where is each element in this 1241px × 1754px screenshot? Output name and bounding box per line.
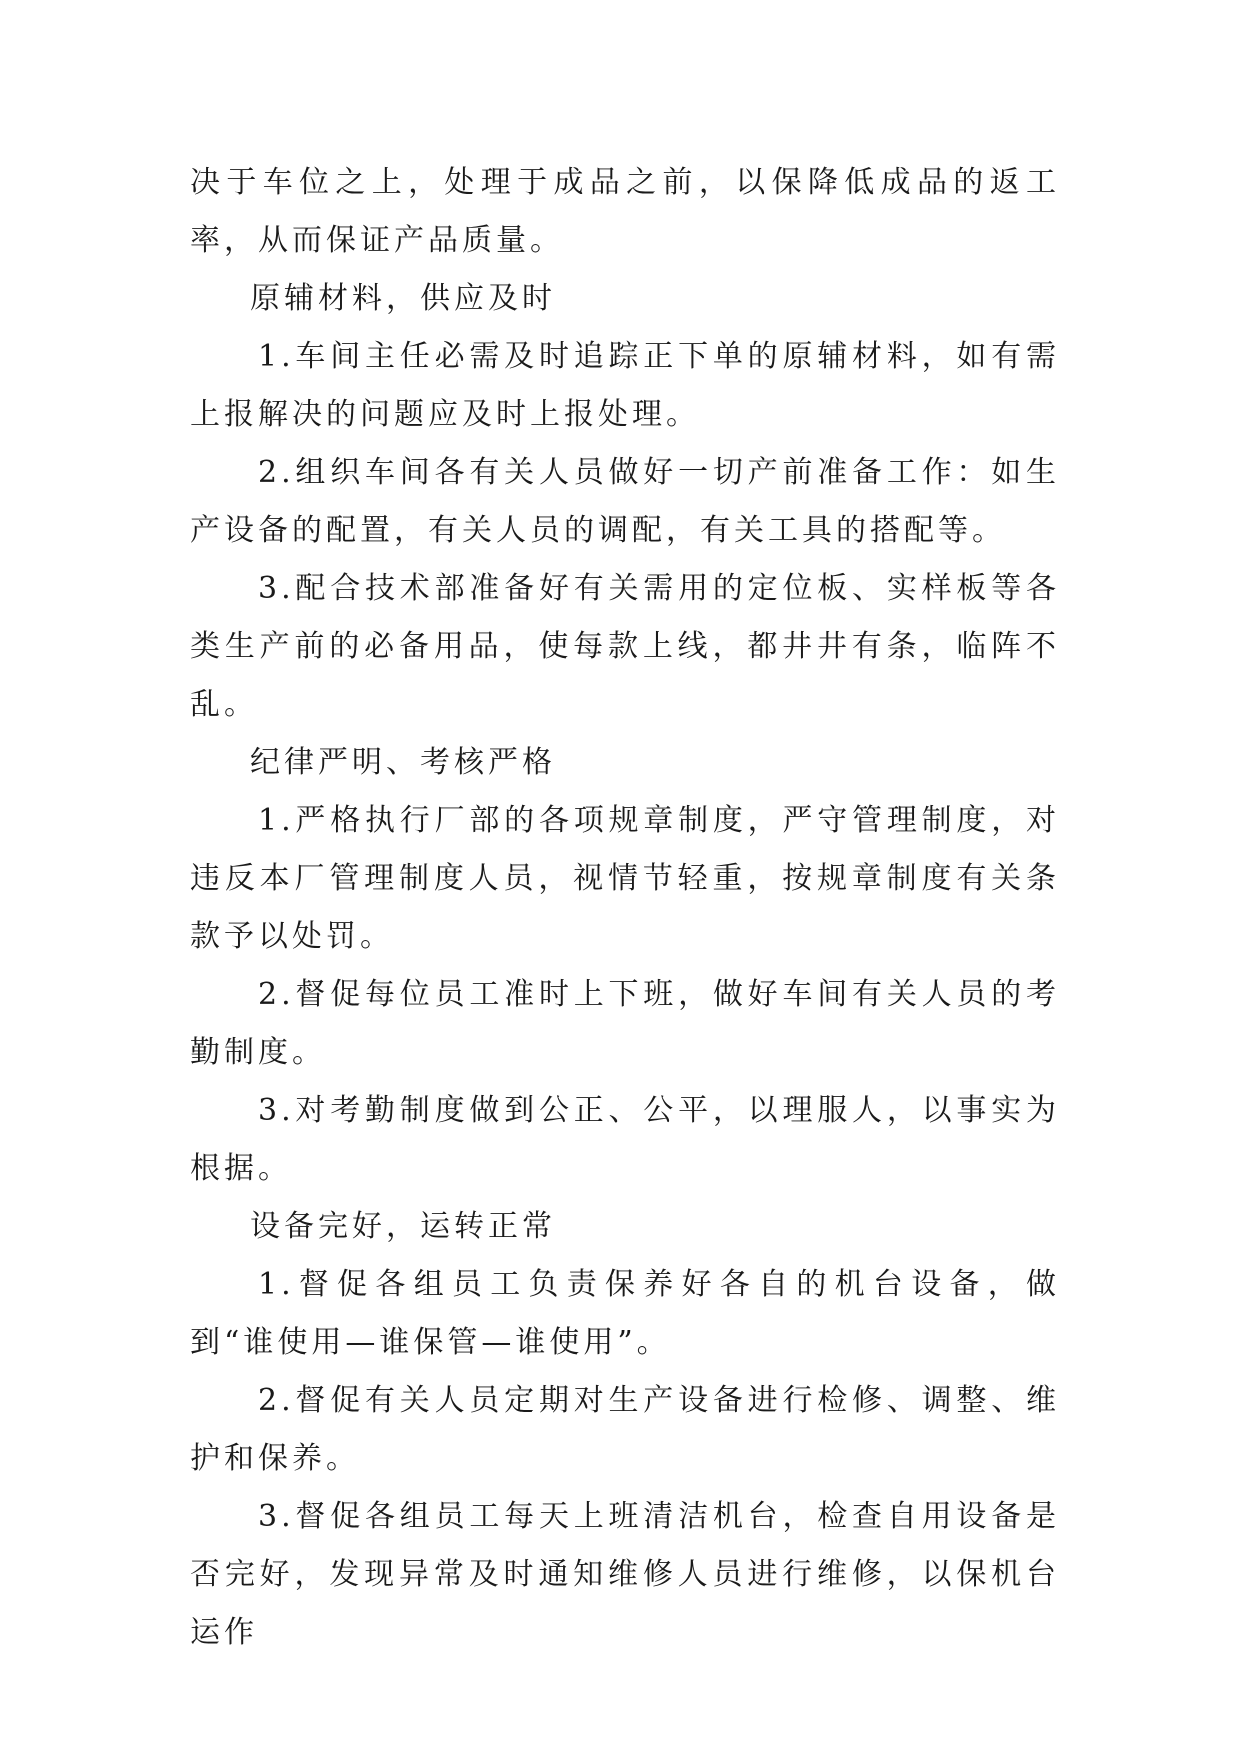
document-body bbox=[190, 154, 1060, 1662]
list-item: 3.配合技术部准备好有关需用的定位板、实样板等各类生产前的必备用品，使每款上线，都井井有条，临阵不乱。 bbox=[190, 571, 1060, 722]
section-heading-equipment: 设备完好，运转正常 bbox=[250, 1209, 556, 1244]
list-item: 2.督促每位员工准时上下班，做好车间有关人员的考勤制度。 bbox=[190, 977, 1060, 1070]
list-item: 1.督促各组员工负责保养好各自的机台设备，做到“谁使用—谁保管—谁使用”。 bbox=[190, 1267, 1060, 1360]
list-item: 2.组织车间各有关人员做好一切产前准备工作：如生产设备的配置，有关人员的调配，有关工具的搭配等。 bbox=[190, 455, 1060, 548]
list-item: 1.车间主任必需及时追踪正下单的原辅材料，如有需上报解决的问题应及时上报处理。 bbox=[190, 339, 1060, 432]
list-item: 3.对考勤制度做到公正、公平，以理服人，以事实为根据。 bbox=[190, 1093, 1060, 1186]
list-item: 3.督促各组员工每天上班清洁机台，检查自用设备是否完好，发现异常及时通知维修人员进行维修，以保机台运作 bbox=[190, 1499, 1060, 1650]
list-item: 2.督促有关人员定期对生产设备进行检修、调整、维护和保养。 bbox=[190, 1383, 1060, 1476]
list-item: 1.严格执行厂部的各项规章制度，严守管理制度，对违反本厂管理制度人员，视情节轻重，按规章制度有关条款予以处罚。 bbox=[190, 803, 1060, 954]
paragraph-continuation: 决于车位之上，处理于成品之前，以保降低成品的返工率，从而保证产品质量。 bbox=[190, 165, 1060, 258]
section-heading-materials: 原辅材料，供应及时 bbox=[250, 281, 556, 316]
section-heading-discipline: 纪律严明、考核严格 bbox=[250, 745, 556, 780]
